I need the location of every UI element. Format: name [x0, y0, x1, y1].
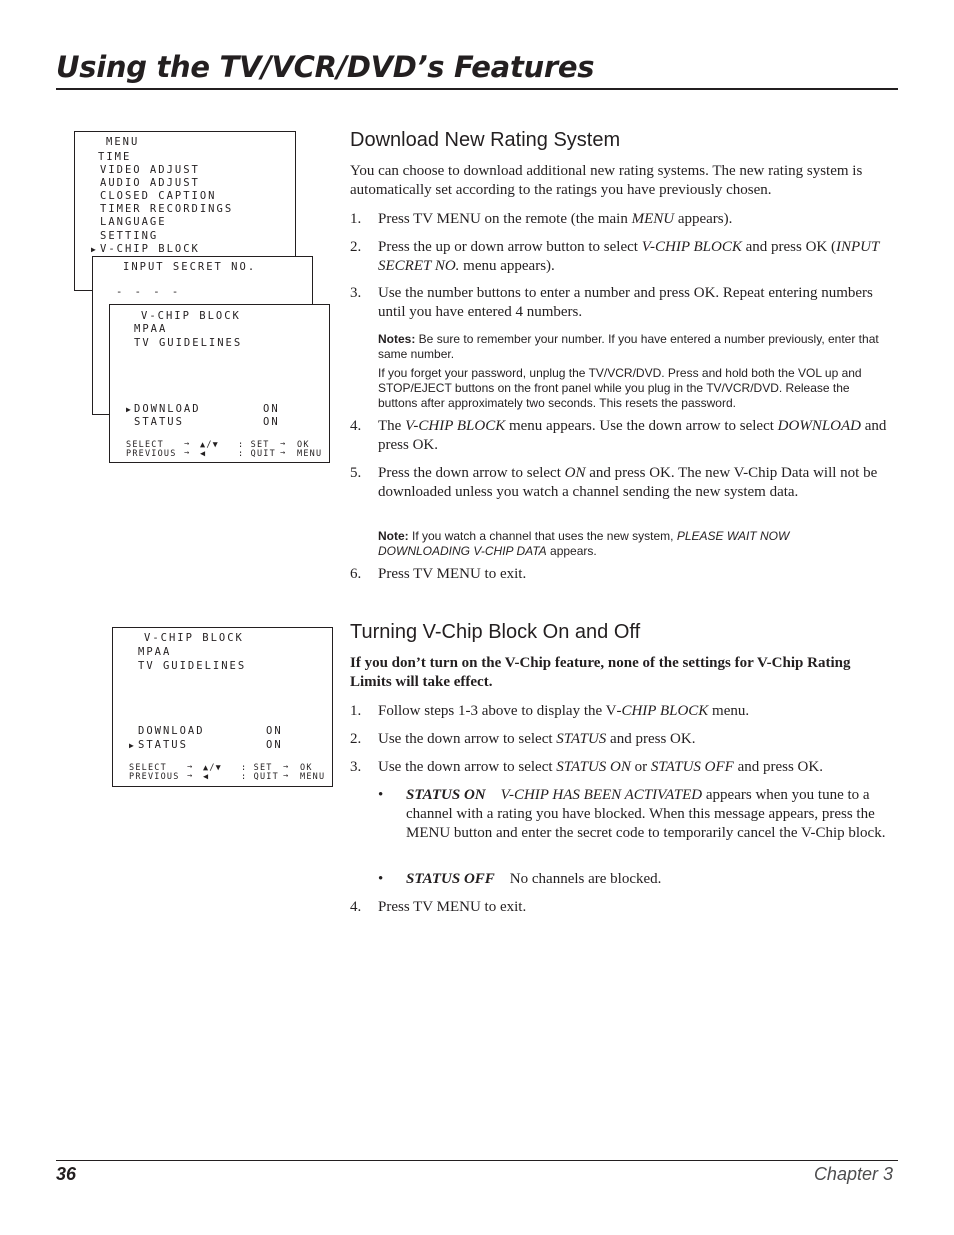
osd-menu-title: MENU	[106, 136, 140, 148]
osd-download-label: DOWNLOAD	[138, 725, 205, 737]
arrow-right-icon: →	[283, 771, 290, 781]
osd-footer-set: : SET	[241, 763, 273, 773]
osd-footer-select: SELECT	[129, 763, 167, 773]
osd-footer-set: : SET	[238, 440, 270, 450]
osd-menu-item: TIMER RECORDINGS	[100, 203, 234, 215]
arrow-right-icon: →	[184, 448, 191, 458]
header-rule	[56, 88, 898, 90]
osd-vchip-item: MPAA	[134, 323, 168, 335]
osd-download-value: ON	[266, 725, 283, 737]
osd-menu-item: LANGUAGE	[100, 216, 167, 228]
osd-menu-item: CLOSED CAPTION	[100, 190, 217, 202]
arrow-right-icon: →	[187, 762, 194, 772]
arrow-right-icon: →	[283, 762, 290, 772]
left-arrow-icon: ◀	[200, 449, 207, 459]
osd-vchip-item: MPAA	[138, 646, 172, 658]
osd-footer-ok: OK	[297, 440, 310, 450]
arrow-right-icon: →	[280, 439, 287, 449]
osd-menu-item-selected: V-CHIP BLOCK	[100, 243, 200, 255]
osd-footer-previous: PREVIOUS	[129, 772, 180, 782]
chapter-label: Chapter 3	[813, 1164, 893, 1184]
osd-vchip-title: V-CHIP BLOCK	[144, 632, 244, 644]
download-note: Note: If you watch a channel that uses the new system, PLEASE WAIT NOW DOWNLOADING V-CHIP DATA appears.	[378, 529, 790, 558]
osd-vchip-block-status	[112, 627, 333, 787]
osd-vchip-block	[109, 304, 330, 463]
page-number: 36	[56, 1164, 77, 1184]
section-heading-turning: Turning V-Chip Block On and Off	[350, 621, 641, 643]
selection-arrow-icon: ▶	[129, 741, 134, 750]
up-down-arrows-icon: ▲/▼	[203, 763, 222, 773]
osd-menu-item: SETTING	[100, 230, 159, 242]
download-intro: You can choose to download additional new rating systems. The new rating system is automatically set according to the ratings you have previously chosen.	[350, 163, 863, 198]
section-heading-download: Download New Rating System	[350, 129, 621, 151]
left-arrow-icon: ◀	[203, 772, 210, 782]
osd-status-label: STATUS	[134, 416, 184, 428]
osd-download-value: ON	[263, 403, 280, 415]
arrow-right-icon: →	[280, 448, 287, 458]
osd-footer-ok: OK	[300, 763, 313, 773]
osd-footer-select: SELECT	[126, 440, 164, 450]
download-notes-password: If you forget your password, unplug the TV/VCR/DVD. Press and hold both the VOL up and STOP/EJECT buttons on the front panel while you plug in the TV/VCR/DVD. Release the buttons after approximately two seconds. This resets the password.	[378, 366, 862, 410]
osd-status-value: ON	[266, 739, 283, 751]
arrow-right-icon: →	[184, 439, 191, 449]
osd-vchip-title: V-CHIP BLOCK	[141, 310, 241, 322]
osd-footer-quit: : QUIT	[238, 449, 276, 459]
osd-footer-quit: : QUIT	[241, 772, 279, 782]
osd-status-label: STATUS	[138, 739, 188, 751]
osd-vchip-item: TV GUIDELINES	[138, 660, 247, 672]
osd-vchip-item: TV GUIDELINES	[134, 337, 243, 349]
osd-menu-item: AUDIO ADJUST	[100, 177, 200, 189]
osd-menu-item: TIME	[98, 151, 132, 163]
osd-secret-digits: - - - -	[116, 286, 182, 298]
osd-footer-menu: MENU	[297, 449, 323, 459]
osd-download-label: DOWNLOAD	[134, 403, 201, 415]
selection-arrow-icon: ▶	[91, 245, 96, 254]
osd-status-value: ON	[263, 416, 280, 428]
osd-menu-item: VIDEO ADJUST	[100, 164, 200, 176]
footer-rule	[56, 1160, 898, 1161]
osd-footer-menu: MENU	[300, 772, 326, 782]
download-notes: Notes: Be sure to remember your number. If you have entered a number previously, enter that same number.	[378, 332, 879, 361]
osd-footer-previous: PREVIOUS	[126, 449, 177, 459]
osd-secret-title: INPUT SECRET NO.	[123, 261, 257, 273]
page-title: Using the TV/VCR/DVD’s Features	[56, 50, 595, 84]
arrow-right-icon: →	[187, 771, 194, 781]
turning-intro: If you don’t turn on the V-Chip feature, none of the settings for V-Chip Rating Limits will take effect.	[350, 655, 851, 690]
up-down-arrows-icon: ▲/▼	[200, 440, 219, 450]
selection-arrow-icon: ▶	[126, 405, 131, 414]
